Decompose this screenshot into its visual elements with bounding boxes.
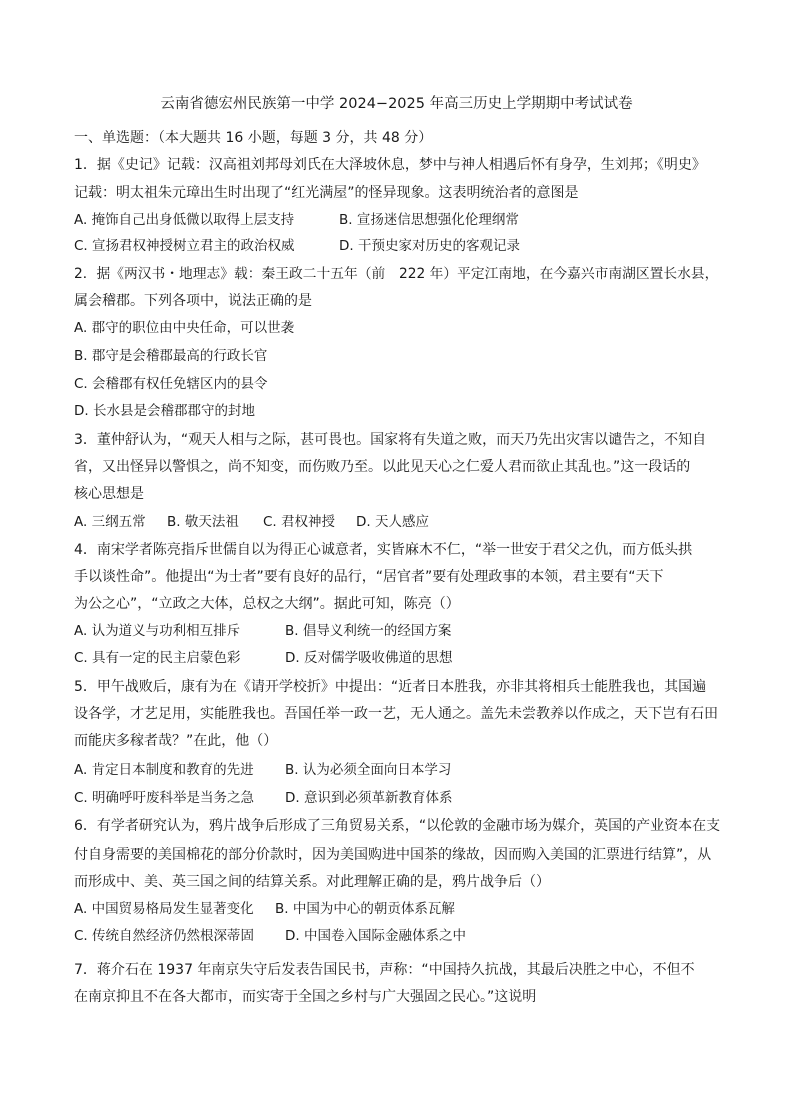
question-2-line-2: 属会稽郡。下列各项中，说法正确的是 [74,293,312,309]
question-1-line-2: 记载：明太祖朱元璋出生时出现了“红光满屋”的怪异现象。这表明统治者的意图是 [74,185,579,201]
question-2-option-a: A. 郡守的职位由中央任命，可以世袭 [74,320,295,336]
question-4-option-c: C. 具有一定的民主启蒙色彩 [74,650,241,666]
question-1-option-d: D. 干预史家对历史的客观记录 [339,238,520,254]
question-5-option-d: D. 意识到必须革新教育体系 [285,790,453,806]
question-4-option-b: B. 倡导义利统一的经国方案 [285,623,452,639]
question-2-line-1: 2．据《两汉书・地理志》载：秦王政二十五年（前 222 年）平定江南地，在今嘉兴市南湖区置长水县， [74,266,719,282]
question-7-line-1: 7．蒋介石在 1937 年南京失守后发表告国民书，声称：“中国持久抗战，其最后决胜之中心，不但不 [74,962,695,978]
question-1-option-a: A. 掩饰自己出身低微以取得上层支持 [74,212,295,228]
question-1-option-c: C. 宣扬君权神授树立君主的政治权威 [74,238,295,254]
question-3-option-a: A. 三纲五常 [74,514,146,530]
question-6-option-b: B. 中国为中心的朝贡体系瓦解 [275,901,455,917]
question-4-line-2: 手以谈性命”。他提出“为士者”要有良好的品行，“居官者”要有处理政事的本领，君主要有“天下 [74,569,664,585]
question-6-option-a: A. 中国贸易格局发生显著变化 [74,901,254,917]
question-7-line-2: 在南京抑且不在各大都市，而实寄于全国之乡村与广大强固之民心。”这说明 [74,989,537,1005]
section-heading: 一、单选题：（本大题共 16 小题，每题 3 分，共 48 分） [74,130,433,146]
question-2-option-c: C. 会稽郡有权任免辖区内的县令 [74,376,268,392]
question-5-option-c: C. 明确呼吁废科举是当务之急 [74,790,255,806]
question-4-option-a: A. 认为道义与功利相互排斥 [74,623,241,639]
question-5-option-b: B. 认为必须全面向日本学习 [285,762,452,778]
question-2-option-b: B. 郡守是会稽郡最高的行政长官 [74,348,268,364]
question-5-line-3: 而能庆多稼者哉？”在此，他（） [74,733,278,749]
question-5-line-1: 5．甲午战败后，康有为在《请开学校折》中提出：“近者日本胜我，亦非其将相兵士能胜我也，其国遍 [74,679,707,695]
question-6-option-c: C. 传统自然经济仍然根深蒂固 [74,928,255,944]
exam-title: 云南省德宏州民族第一中学 2024−2025 年高三历史上学期期中考试试卷 [160,96,633,112]
question-3-option-b: B. 敬天法祖 [167,514,239,530]
question-6-line-1: 6．有学者研究认为，鸦片战争后形成了三角贸易关系，“以伦敦的金融市场为媒介，英国的产业资本在支 [74,818,721,834]
question-4-line-3: 为公之心”，“立政之大体，总权之大纲”。据此可知，陈亮（） [74,596,460,612]
question-2-option-d: D. 长水县是会稽郡郡守的封地 [74,403,255,419]
question-3-option-d: D. 天人感应 [356,514,429,530]
question-1-option-b: B. 宣扬迷信思想强化伦理纲常 [339,212,519,228]
question-3-line-2: 省，又出怪异以警惧之，尚不知变，而伤败乃至。以此见天心之仁爱人君而欲止其乱也。”这一段话的 [74,459,691,475]
question-4-option-d: D. 反对儒学吸收佛道的思想 [285,650,453,666]
question-3-line-3: 核心思想是 [74,486,144,502]
question-3-option-c: C. 君权神授 [263,514,336,530]
question-6-line-3: 而形成中、美、英三国之间的结算关系。对此理解正确的是，鸦片战争后（） [74,874,550,890]
question-6-option-d: D. 中国卷入国际金融体系之中 [285,928,466,944]
question-5-line-2: 设各学，才艺足用，实能胜我也。吾国任举一政一艺，无人通之。盖先未尝教养以作成之，天下岂有石田 [74,706,718,722]
question-4-line-1: 4．南宋学者陈亮指斥世儒自以为得正心诚意者，实皆麻木不仁，“举一世安于君父之仇，而方低头拱 [74,542,693,558]
question-6-line-2: 付自身需要的美国棉花的部分价款时，因为美国购进中国茶的缘故，因而购入美国的汇票进行结算”，从 [74,847,712,863]
question-5-option-a: A. 肯定日本制度和教育的先进 [74,762,254,778]
question-1-line-1: 1．据《史记》记载：汉高祖刘邦母刘氏在大泽坡休息，梦中与神人相遇后怀有身孕，生刘邦；《明史》 [74,157,706,173]
question-3-line-1: 3．董仲舒认为，“观天人相与之际，甚可畏也。国家将有失道之败，而天乃先出灾害以谴告之，不知自 [74,432,707,448]
